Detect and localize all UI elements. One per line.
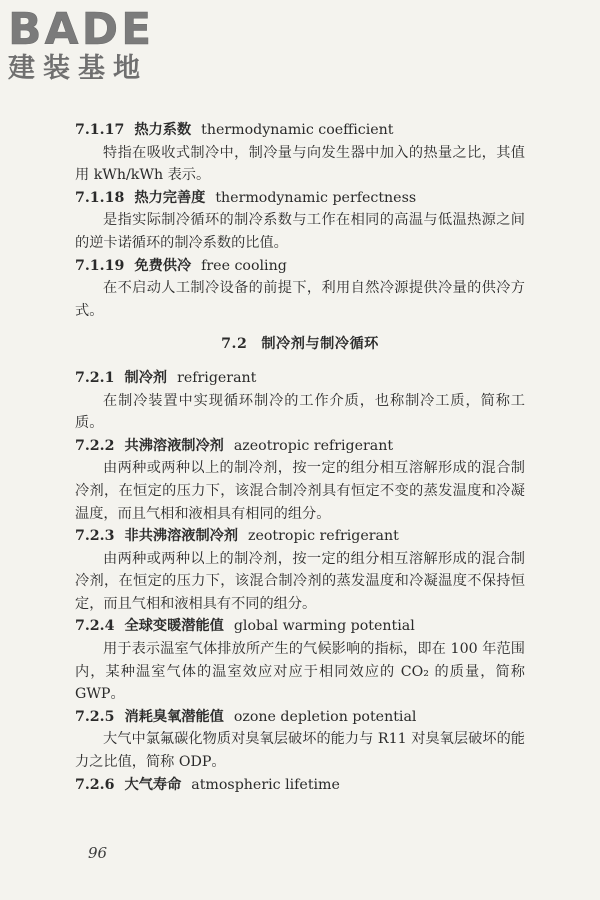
term-english: ozone depletion potential xyxy=(233,708,417,725)
term-chinese: 消耗臭氧潜能值 xyxy=(124,708,224,725)
term-chinese: 制冷剂 xyxy=(124,369,168,386)
term-chinese: 热力完善度 xyxy=(134,189,206,206)
term-heading xyxy=(75,367,525,390)
term-chinese: 全球变暖潜能值 xyxy=(124,618,224,635)
page-content xyxy=(75,119,525,796)
term-definition: 由两种或两种以上的制冷剂，按一定的组分相互溶解形成的混合制冷剂，在恒定的压力下，该混合制冷剂具有恒定不变的蒸发温度和冷凝温度，而且气相和液相具有相同的组分。 xyxy=(75,460,525,522)
term-definition: 在制冷装置中实现循环制冷的工作介质，也称制冷工质，简称工质。 xyxy=(75,392,525,432)
term-number: 7.2.6 xyxy=(75,776,115,793)
section-title: 制冷剂与制冷循环 xyxy=(261,336,379,353)
term-definition: 用于表示温室气体排放所产生的气候影响的指标，即在 100 年范围内，某种温室气体的温室效应对应于相同效应的 CO₂ 的质量，简称 GWP。 xyxy=(75,641,525,703)
term-heading xyxy=(75,706,525,729)
section-number: 7.2 xyxy=(221,336,248,353)
logo-subtitle: 建装基地 xyxy=(8,53,148,84)
term-heading xyxy=(75,615,525,638)
term-chinese: 共沸溶液制冷剂 xyxy=(124,437,224,454)
brand-logo xyxy=(8,6,178,86)
term-english: global warming potential xyxy=(233,618,415,635)
logo-wordmark: BADE xyxy=(8,4,155,55)
term-heading xyxy=(75,255,525,278)
term-definition: 在不启动人工制冷设备的前提下，利用自然冷源提供冷量的供冷方式。 xyxy=(75,280,525,319)
term-english: azeotropic refrigerant xyxy=(233,437,394,454)
term-english: thermodynamic coefficient xyxy=(201,122,394,138)
term-chinese: 热力系数 xyxy=(134,122,192,138)
term-heading xyxy=(75,119,525,142)
term-heading xyxy=(75,187,525,210)
term-number: 7.2.3 xyxy=(75,528,115,545)
term-heading xyxy=(75,525,525,548)
term-number: 7.2.5 xyxy=(75,708,115,725)
term-chinese: 免费供冷 xyxy=(134,257,192,274)
term-english: atmospheric lifetime xyxy=(191,776,340,793)
term-english: zeotropic refrigerant xyxy=(248,528,399,545)
term-english: thermodynamic perfectness xyxy=(215,189,417,206)
term-number: 7.1.17 xyxy=(75,122,125,138)
term-chinese: 大气寿命 xyxy=(124,776,182,793)
term-number: 7.1.19 xyxy=(75,257,125,274)
term-chinese: 非共沸溶液制冷剂 xyxy=(124,528,239,545)
term-heading xyxy=(75,774,525,797)
section-heading xyxy=(75,333,525,356)
term-number: 7.2.2 xyxy=(75,437,115,454)
term-english: refrigerant xyxy=(177,369,257,386)
page-number: 96 xyxy=(88,844,108,862)
term-heading xyxy=(75,435,525,458)
term-english: free cooling xyxy=(201,257,287,274)
term-definition: 由两种或两种以上的制冷剂，按一定的组分相互溶解形成的混合制冷剂，在恒定的压力下，该混合制冷剂的蒸发温度和冷凝温度不保持恒定，而且气相和液相具有不同的组分。 xyxy=(75,550,525,612)
term-number: 7.2.1 xyxy=(75,369,115,386)
term-number: 7.1.18 xyxy=(75,189,125,206)
term-number: 7.2.4 xyxy=(75,618,115,635)
term-definition: 特指在吸收式制冷中，制冷量与向发生器中加入的热量之比，其值用 kWh/kWh 表示。 xyxy=(75,144,525,184)
term-definition: 是指实际制冷循环的制冷系数与工作在相同的高温与低温热源之间的逆卡诺循环的制冷系数的比值。 xyxy=(75,212,525,251)
term-definition: 大气中氯氟碳化物质对臭氧层破坏的能力与 R11 对臭氧层破坏的能力之比值，简称 ODP。 xyxy=(75,731,525,771)
